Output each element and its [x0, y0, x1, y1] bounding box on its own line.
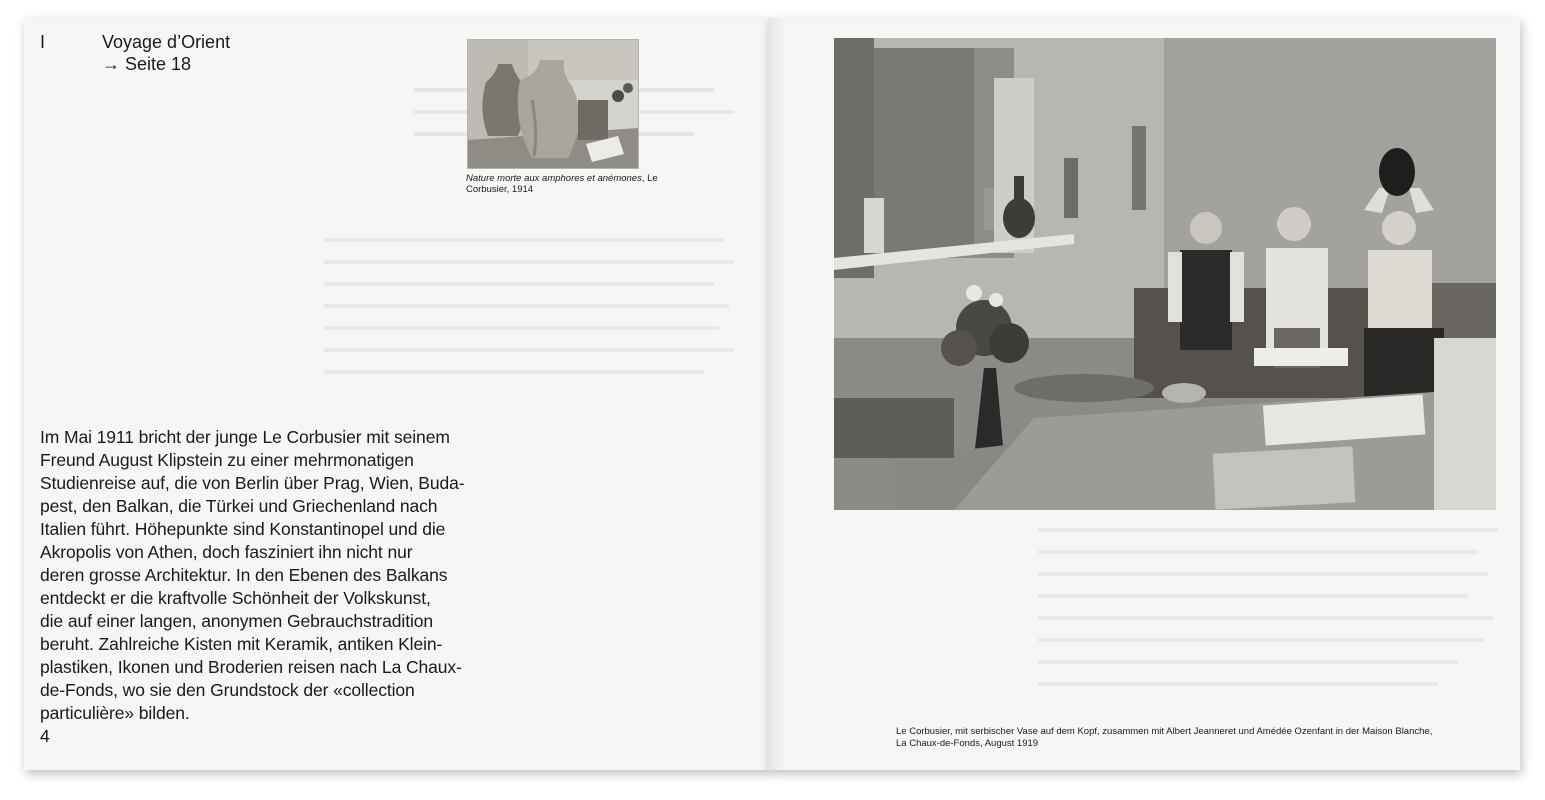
main-body-text [40, 426, 530, 725]
thumbnail-caption-title: Nature morte aux amphores et anémones [466, 173, 642, 184]
chapter-title: Voyage d’Orient [102, 32, 231, 52]
body-line: Freund August Klipstein zu einer mehrmonatigen [40, 450, 414, 470]
photo-caption [896, 726, 1496, 750]
thumbnail-caption-credit: , Le Corbusier, 1914 [466, 173, 658, 195]
body-line: deren grosse Architektur. In den Ebenen des Balkans [40, 565, 448, 585]
page-number: 4 [40, 726, 50, 746]
show-through-text [1038, 524, 1508, 704]
body-line: Italien führt. Höhepunkte sind Konstantinopel und die [40, 519, 446, 539]
maison-blanche-photo-image [834, 38, 1496, 510]
left-page [24, 18, 768, 770]
photo-caption-line: La Chaux-de-Fonds, August 1919 [896, 738, 1039, 749]
historic-photograph [834, 38, 1496, 510]
show-through-text [324, 238, 744, 392]
still-life-thumbnail [467, 39, 639, 169]
body-line: entdeckt er die kraftvolle Schönheit der Volkskunst, [40, 588, 431, 608]
body-line: beruht. Zahlreiche Kisten mit Keramik, antiken Klein- [40, 634, 443, 654]
body-line: de-Fonds, wo sie den Grundstock der «collection [40, 680, 415, 700]
body-line: Im Mai 1911 bricht der junge Le Corbusier mit seinem [40, 427, 450, 447]
chapter-number: I [40, 32, 46, 52]
body-line: Akropolis von Athen, doch fasziniert ihn nicht nur [40, 542, 413, 562]
photo-caption-line: Le Corbusier, mit serbischer Vase auf dem Kopf, zusammen mit Albert Jeanneret und Amédée Ozenfant in der Maison Blanche, [896, 726, 1433, 737]
body-line: plastiken, Ikonen und Broderien reisen nach La Chaux- [40, 657, 462, 677]
body-line: die auf einer langen, anonymen Gebrauchstradition [40, 611, 434, 631]
body-line: Studienreise auf, die von Berlin über Prag, Wien, Buda- [40, 473, 465, 493]
thumbnail-caption [466, 173, 666, 195]
chapter-reference: → Seite 18 [102, 54, 192, 74]
amphorae-painting-image [468, 40, 638, 168]
gutter-shadow [768, 18, 786, 770]
body-line: particulière» bilden. [40, 703, 190, 723]
right-page [768, 18, 1520, 770]
body-line: pest, den Balkan, die Türkei und Griechenland nach [40, 496, 438, 516]
